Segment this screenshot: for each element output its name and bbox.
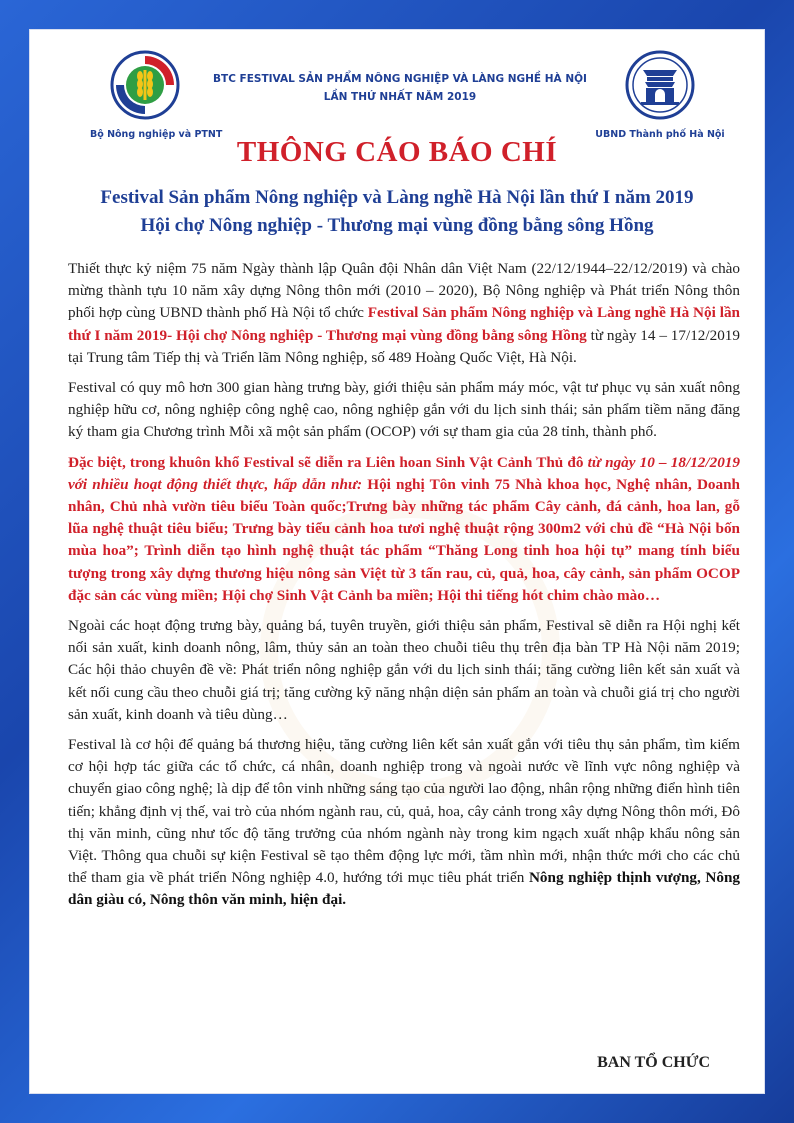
press-release-body	[68, 258, 740, 920]
press-release-sheet	[30, 30, 764, 1093]
paragraph-5	[68, 734, 740, 912]
subtitle	[30, 184, 764, 240]
organizer-line-2: LẦN THỨ NHẤT NĂM 2019	[323, 91, 477, 103]
subtitle-line-1: Festival Sản phẩm Nông nghiệp và Làng nghề Hà Nội lần thứ I năm 2019	[100, 187, 694, 208]
paragraph-3	[68, 452, 740, 607]
page-title: THÔNG CÁO BÁO CHÍ	[236, 136, 558, 168]
ministry-agriculture-logo-icon	[110, 50, 180, 120]
organizer-header	[210, 70, 590, 106]
subtitle-line-2: Hội chợ Nông nghiệp - Thương mại vùng đồng bằng sông Hồng	[140, 215, 654, 236]
paragraph-1-dates: từ ngày 14 – 17/12/2019 tại Trung tâm Tiếp thị và Triển lãm Nông nghiệp, số 489 Hoàng Quốc Việt, Hà Nội.	[68, 326, 740, 366]
paragraph-3-intro: Đặc biệt, trong khuôn khổ Festival sẽ diễn ra Liên hoan Sinh Vật Cảnh Thủ đô	[68, 453, 588, 471]
paragraph-1-intro: Thiết thực kỷ niệm 75 năm Ngày thành lập Quân đội Nhân dân Việt Nam (22/12/1944–22/12/2019) và chào mừng thành tựu 10 năm xây dựng Nông thôn mới (2010 – 2020), Bộ Nông nghiệp và Phát triển Nông thôn phối hợp cùng UBND thành phố Hà Nội tổ chức	[68, 260, 740, 322]
paragraph-2: Festival có quy mô hơn 300 gian hàng trưng bày, giới thiệu sản phẩm máy móc, vật tư phục vụ sản xuất nông nghiệp hữu cơ, nông nghiệp công nghệ cao, nông nghiệp gắn với du lịch sinh thái; sản phẩm tiềm năng đăng ký tham gia Chương trình Mỗi xã một sản phẩm (OCOP) với sự tham gia của 28 tỉnh, thành phố.	[68, 379, 740, 441]
paragraph-5-text: Festival là cơ hội để quảng bá thương hiệu, tăng cường liên kết sản xuất gắn với tiêu thụ sản phẩm, tìm kiếm cơ hội hợp tác giữa các tổ chức, cá nhân, doanh nghiệp trong và ngoài nước về lĩnh vực nông nghiệp và chuyển giao công nghệ; là dịp để tôn vinh những sáng tạo của người lao động, nhân rộng những điển hình tiên tiến; khẳng định vị thế, vai trò của nhóm ngành rau, củ, quả, hoa, cây cảnh trong xây dựng Nông thôn mới, Đô thị văn minh, cũng như tốc độ tăng trưởng của nhóm ngành này trong kim ngạch xuất nhập khẩu nông sản Việt. Thông qua chuỗi sự kiện Festival sẽ tạo thêm động lực mới, tầm nhìn mới, nhận thức mới cho các chủ thể tham gia về phát triển Nông nghiệp 4.0, hướng tới mục tiêu phát triển	[68, 736, 740, 887]
signature: BAN TỔ CHỨC	[597, 1054, 710, 1071]
paragraph-5-slogan: Nông nghiệp thịnh vượng, Nông dân giàu có, Nông thôn văn minh, hiện đại.	[68, 869, 741, 909]
hanoi-gate-logo-icon	[625, 50, 695, 120]
paragraph-1	[68, 258, 740, 369]
ministry-name: Bộ Nông nghiệp và PTNT	[90, 129, 223, 140]
organizer-line-1: BTC FESTIVAL SẢN PHẨM NÔNG NGHIỆP VÀ LÀNG NGHỀ HÀ NỘI	[213, 73, 587, 85]
hanoi-committee-name: UBND Thành phố Hà Nội	[595, 129, 725, 140]
ministry-logo-block	[90, 50, 223, 140]
paragraph-4: Ngoài các hoạt động trưng bày, quảng bá, tuyên truyền, giới thiệu sản phẩm, Festival sẽ diễn ra Hội nghị kết nối sản xuất, kinh doanh nông, lâm, thủy sản an toàn theo chuỗi tiêu thụ trên địa bàn TP Hà Nội năm 2019; Các hội thảo chuyên đề về: Phát triển nông nghiệp gắn với du lịch sinh thái; tăng cường liên kết sản xuất và kết nối cung cầu theo chuỗi giá trị; tăng cường kỹ năng nhận diện sản phẩm an toàn và chuỗi giá trị cho người sản xuất, kinh doanh và tiêu dùng…	[68, 617, 740, 723]
festival-name-highlight: Festival Sản phẩm Nông nghiệp và Làng nghề Hà Nội lần thứ I năm 2019- Hội chợ Nông nghiệp - Thương mại vùng đồng bằng sông Hồng	[68, 304, 740, 344]
paragraph-3-dates: từ ngày 10 – 18/12/2019 với nhiều hoạt động thiết thực, hấp dẫn như:	[68, 453, 740, 493]
hanoi-logo-block	[590, 50, 730, 140]
paragraph-3-activities: Hội nghị Tôn vinh 75 Nhà khoa học, Nghệ nhân, Doanh nhân, Chủ nhà vườn tiêu biểu Toàn quốc;Trưng bày những tác phẩm Cây cảnh, đá cảnh, hoa lan, gỗ lũa nghệ thuật tiêu biểu; Trưng bày tiểu cảnh hoa tươi nghệ thuật rộng 300m2 với chủ đề “Hà Nội bốn mùa hoa”; Trình diễn tạo hình nghệ thuật tác phẩm “Thăng Long tinh hoa hội tụ” mang tính biểu tượng trong xây dựng thương hiệu nông sản Việt từ 3 tấn rau, củ, quả, hoa, cây cảnh, sản phẩm OCOP đặc sản các vùng miền; Hội chợ Sinh Vật Cảnh ba miền; Hội thi tiếng hót chim chào mào…	[68, 475, 740, 604]
